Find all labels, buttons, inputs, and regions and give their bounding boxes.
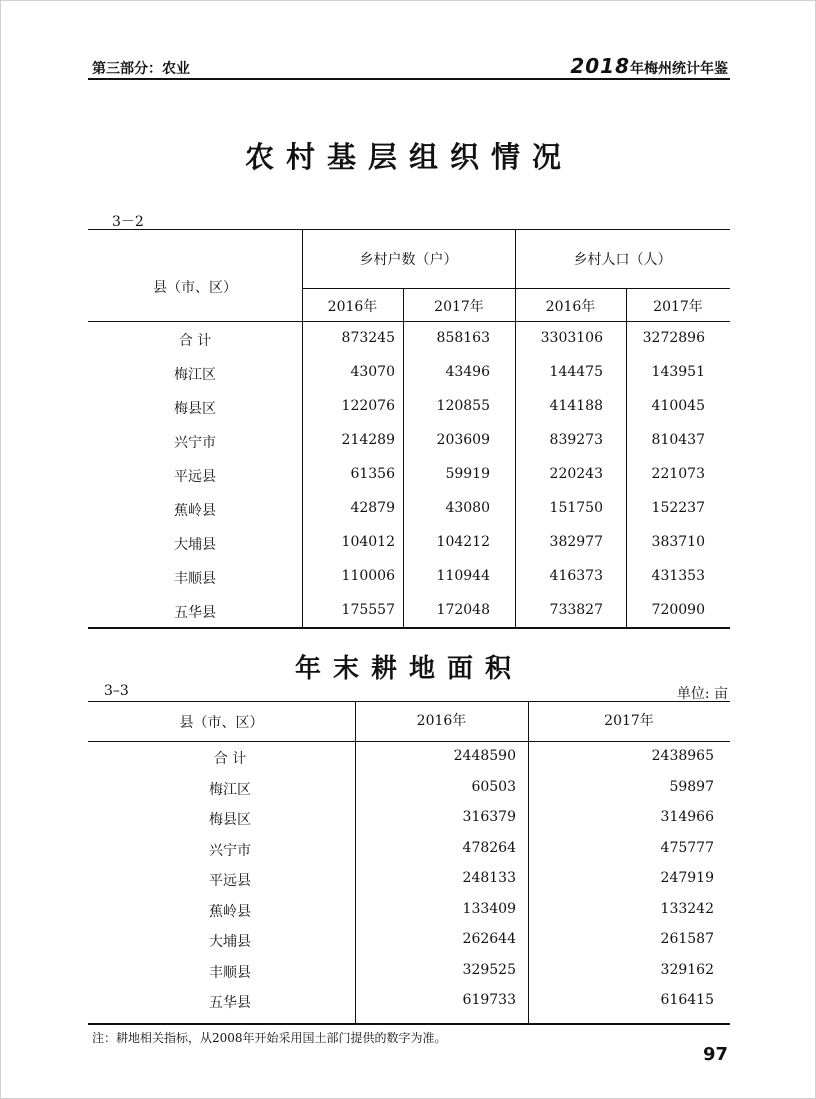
- table2-row-name: 蕉岭县: [209, 903, 251, 920]
- table1-cell: 104012: [341, 534, 395, 550]
- table2-vrule: [528, 701, 529, 1023]
- table2-row-name: 五华县: [209, 995, 251, 1011]
- table1-cell: 3303106: [540, 330, 603, 346]
- table2-unit: 单位: 亩: [676, 686, 728, 702]
- table1-cell: 61356: [350, 466, 395, 482]
- table1-cell: 172048: [436, 602, 490, 618]
- table1-cell: 839273: [549, 432, 603, 448]
- book-title-text: 年梅州统计年鉴: [630, 61, 728, 77]
- section-label: 第三部分：农业: [92, 61, 190, 77]
- table2-row-name: 兴宁市: [209, 842, 251, 859]
- table1-top-rule: [88, 229, 730, 230]
- table1-cell: 410045: [651, 398, 705, 414]
- table2-cell: 619733: [462, 992, 516, 1008]
- table1-cell: 431353: [651, 568, 705, 584]
- table1-cell: 214289: [341, 432, 395, 448]
- table1-cell: 3272896: [642, 330, 705, 346]
- page-number: 97: [702, 1044, 728, 1065]
- table1-cell: 220243: [549, 466, 603, 482]
- table1-cell: 43496: [445, 364, 490, 380]
- table1-cell: 720090: [651, 602, 705, 618]
- table1-group-population: 乡村人口（人）: [573, 252, 672, 268]
- table1-cell: 152237: [651, 500, 705, 516]
- table1-cell: 122076: [341, 398, 395, 414]
- table1-cell: 59919: [445, 466, 490, 482]
- table1-cell: 810437: [651, 432, 705, 448]
- table2-row-name: 丰顺县: [209, 964, 251, 981]
- table1-cell: 110944: [436, 568, 490, 584]
- table2-cell: 329162: [660, 961, 714, 978]
- table1-cell: 383710: [651, 534, 705, 550]
- table2-header-rule: [88, 741, 730, 742]
- table2-cell: 133242: [660, 900, 714, 917]
- table2-cell: 314966: [660, 809, 714, 825]
- table1-row-name: 梅县区: [174, 401, 216, 417]
- table1-row-header: 县（市、区）: [153, 280, 237, 296]
- table2-cell: 248133: [462, 870, 516, 886]
- table2-note: 注：耕地相关指标，从2008年开始采用国土部门提供的数字为准。: [92, 1031, 447, 1045]
- table1-row-name: 梅江区: [174, 367, 216, 383]
- header-rule: [88, 78, 730, 80]
- table2-cell: 475777: [660, 839, 714, 856]
- table2-cell: 2448590: [453, 748, 516, 764]
- table1-cell: 120855: [436, 398, 490, 414]
- table2-cell: 133409: [462, 900, 516, 917]
- table2-title: 年末耕地面积: [294, 654, 523, 684]
- table2-number: 3–3: [104, 683, 129, 699]
- table1-year-header: 2016年: [545, 299, 596, 315]
- table1-cell: 858163: [436, 330, 490, 346]
- table1-row-name: 大埔县: [174, 537, 216, 553]
- table2-year-header: 2017年: [604, 713, 654, 729]
- table1-cell: 143951: [651, 364, 705, 380]
- table1-cell: 42879: [350, 500, 395, 516]
- table1-cell: 873245: [341, 330, 395, 346]
- table2-row-name: 大埔县: [209, 934, 251, 950]
- table1-group-rule: [302, 288, 730, 289]
- table2-cell: 478264: [462, 839, 516, 856]
- table1-cell: 733827: [549, 602, 603, 618]
- table1-row-name: 平远县: [174, 469, 216, 485]
- table1-cell: 203609: [436, 432, 490, 448]
- table1-bottom-rule: [88, 627, 730, 629]
- table1-header-rule: [88, 321, 730, 322]
- table2-bottom-rule: [88, 1023, 730, 1025]
- table2-row-name: 梅江区: [209, 781, 251, 798]
- table1-row-name: 丰顺县: [174, 571, 216, 587]
- table1-row-name: 蕉岭县: [174, 503, 216, 519]
- table1-year-header: 2016年: [327, 299, 378, 315]
- table2-row-header: 县（市、区）: [179, 715, 264, 731]
- table2-year-header: 2016年: [416, 713, 467, 729]
- table2-cell: 329525: [462, 961, 516, 978]
- table2-row-name: 合 计: [213, 751, 247, 767]
- table2-cell: 60503: [471, 778, 516, 795]
- table1-cell: 382977: [549, 534, 603, 550]
- table2-cell: 316379: [462, 809, 516, 825]
- book-year: 2018: [570, 54, 630, 78]
- table2-cell: 59897: [669, 778, 714, 795]
- table1-year-header: 2017年: [653, 299, 703, 315]
- table1-cell: 414188: [549, 398, 603, 414]
- table2-row-name: 梅县区: [209, 812, 251, 828]
- table2-cell: 261587: [660, 931, 714, 947]
- table1-cell: 416373: [549, 568, 603, 584]
- table1-cell: 43080: [445, 500, 490, 516]
- table1-cell: 151750: [549, 500, 603, 516]
- table1-group-households: 乡村户数（户）: [359, 252, 458, 268]
- table2-cell: 247919: [660, 870, 714, 886]
- table1-year-header: 2017年: [434, 299, 484, 315]
- table1-row-name: 五华县: [174, 605, 216, 621]
- table2-cell: 2438965: [651, 748, 714, 764]
- table1-cell: 43070: [350, 364, 395, 380]
- table2-cell: 262644: [462, 931, 516, 947]
- table1-cell: 221073: [651, 466, 705, 482]
- table1-row-name: 合 计: [178, 333, 212, 349]
- table1-row-name: 兴宁市: [174, 435, 216, 451]
- table1-cell: 110006: [341, 568, 395, 584]
- table1-cell: 104212: [436, 534, 490, 550]
- table2-cell: 616415: [660, 992, 714, 1008]
- table2-vrule: [355, 701, 356, 1023]
- table1-title: 农村基层组织情况: [244, 140, 573, 174]
- table1-cell: 144475: [549, 364, 603, 380]
- table1-cell: 175557: [341, 602, 395, 618]
- table1-number: 3－2: [112, 214, 144, 230]
- table2-row-name: 平远县: [209, 873, 251, 889]
- table2-top-rule: [88, 701, 730, 702]
- book-title: [570, 54, 728, 78]
